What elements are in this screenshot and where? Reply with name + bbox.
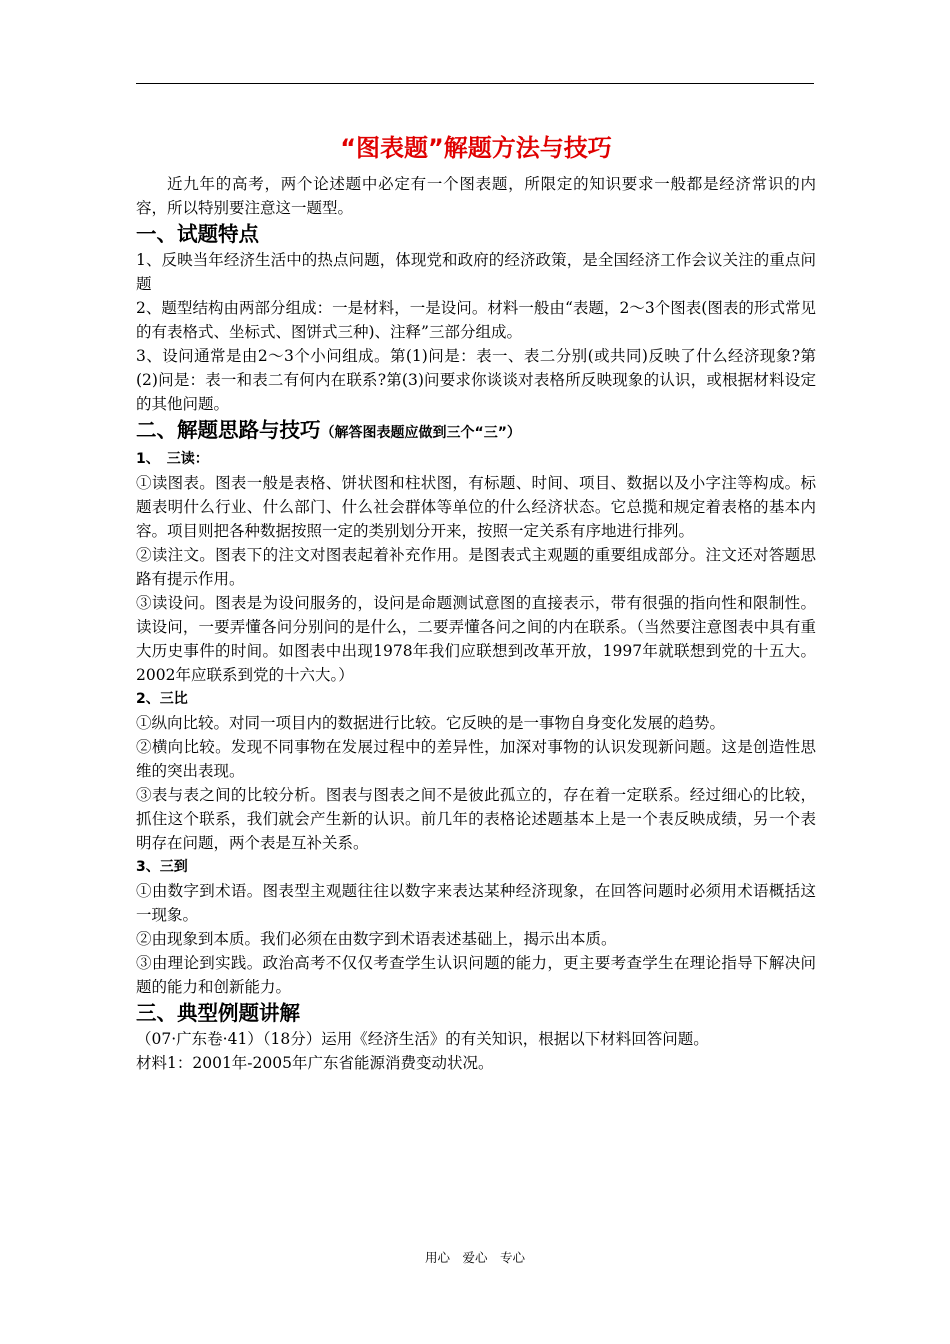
section2-heading-note: （解答图表题应做到三个“三”） bbox=[320, 425, 521, 441]
page-footer: 用心 爱心 专心 bbox=[424, 1250, 525, 1265]
read-notes-item: ②读注文。图表下的注文对图表起着补充作用。是图表式主观题的重要组成部分。注文还对答题思路有提示作用。 bbox=[136, 546, 816, 588]
horizontal-comparison-item: ②横向比较。发现不同事物在发展过程中的差异性，加深对事物的认识发现新问题。这是创造性思维的突出表现。 bbox=[136, 738, 816, 780]
theory-to-practice-item: ③由理论到实践。政治高考不仅仅考查学生认识问题的能力，更主要考查学生在理论指导下解决问题的能力和创新能力。 bbox=[136, 954, 816, 996]
section1-heading: 一、试题特点 bbox=[136, 222, 259, 246]
phenomenon-to-essence-item: ②由现象到本质。我们必须在由数字到术语表述基础上，揭示出本质。 bbox=[136, 930, 617, 948]
numbers-to-terms-item: ①由数字到术语。图表型主观题往往以数字来表达某种经济现象，在回答问题时必须用术语概括这一现象。 bbox=[136, 882, 816, 924]
table-comparison-item: ③表与表之间的比较分析。图表与图表之间不是彼此孤立的，存在着一定联系。经过细心的比较，抓住这个联系，我们就会产生新的认识。前几年的表格论述题基本上是一个表反映成绩，另一个表明存在问题，两个表是互补关系。 bbox=[136, 786, 816, 852]
vertical-comparison-item: ①纵向比较。对同一项目内的数据进行比较。它反映的是一事物自身变化发展的趋势。 bbox=[136, 714, 726, 732]
section2-heading bbox=[136, 416, 816, 447]
example-question-line: （07·广东卷·41）（18分）运用《经济生活》的有关知识，根据以下材料回答问题。 bbox=[136, 1030, 709, 1048]
read-chart-item: ①读图表。图表一般是表格、饼状图和柱状图，有标题、时间、项目、数据以及小字注等构成。标题表明什么行业、什么部门、什么社会群体等单位的什么经济状态。它总揽和规定着表格的基本内容。项目则把各种数据按照一定的类别划分开来，按照一定关系有序地进行排列。 bbox=[136, 474, 816, 540]
section1-item-1: 1、反映当年经济生活中的热点问题，体现党和政府的经济政策，是全国经济工作会议关注的重点问题 bbox=[136, 251, 816, 293]
material-1-line: 材料1：2001年-2005年广东省能源消费变动状况。 bbox=[136, 1054, 494, 1072]
subsection-three-reads-heading: 1、 三读： bbox=[136, 451, 209, 467]
section3-heading: 三、典型例题讲解 bbox=[136, 1001, 300, 1025]
section2-heading-text: 二、解题思路与技巧 bbox=[136, 418, 321, 442]
subsection-three-to-heading: 3、三到 bbox=[136, 859, 188, 875]
read-question-item: ③读设问。图表是为设问服务的，设问是命题测试意图的直接表示，带有很强的指向性和限制性。读设问，一要弄懂各问分别问的是什么，二要弄懂各问之间的内在联系。（当然要注意图表中具有重大历史事件的时间。如图表中出现1978年我们应联想到改革开放，1997年就联想到党的十五大。2002年应联系到党的十六大。） bbox=[136, 594, 816, 684]
section1-item-3: 3、设问通常是由2～3个小问组成。第(1)问是：表一、表二分别(或共同)反映了什么经济现象?第(2)问是：表一和表二有何内在联系?第(3)问要求你谈谈对表格所反映现象的认识，或根据材料设定的其他问题。 bbox=[136, 347, 816, 413]
intro-paragraph: 近九年的高考，两个论述题中必定有一个图表题，所限定的知识要求一般都是经济常识的内容，所以特别要注意这一题型。 bbox=[136, 175, 816, 217]
subsection-three-comparisons-heading: 2、三比 bbox=[136, 691, 188, 707]
document-title: “图表题”解题方法与技巧 bbox=[340, 134, 612, 162]
section1-item-2: 2、题型结构由两部分组成：一是材料，一是设问。材料一般由“表题，2～3个图表(图表的形式常见的有表格式、坐标式、图饼式三种)、注释”三部分组成。 bbox=[136, 299, 816, 341]
header-rule bbox=[136, 83, 814, 84]
document-body bbox=[136, 128, 816, 1075]
